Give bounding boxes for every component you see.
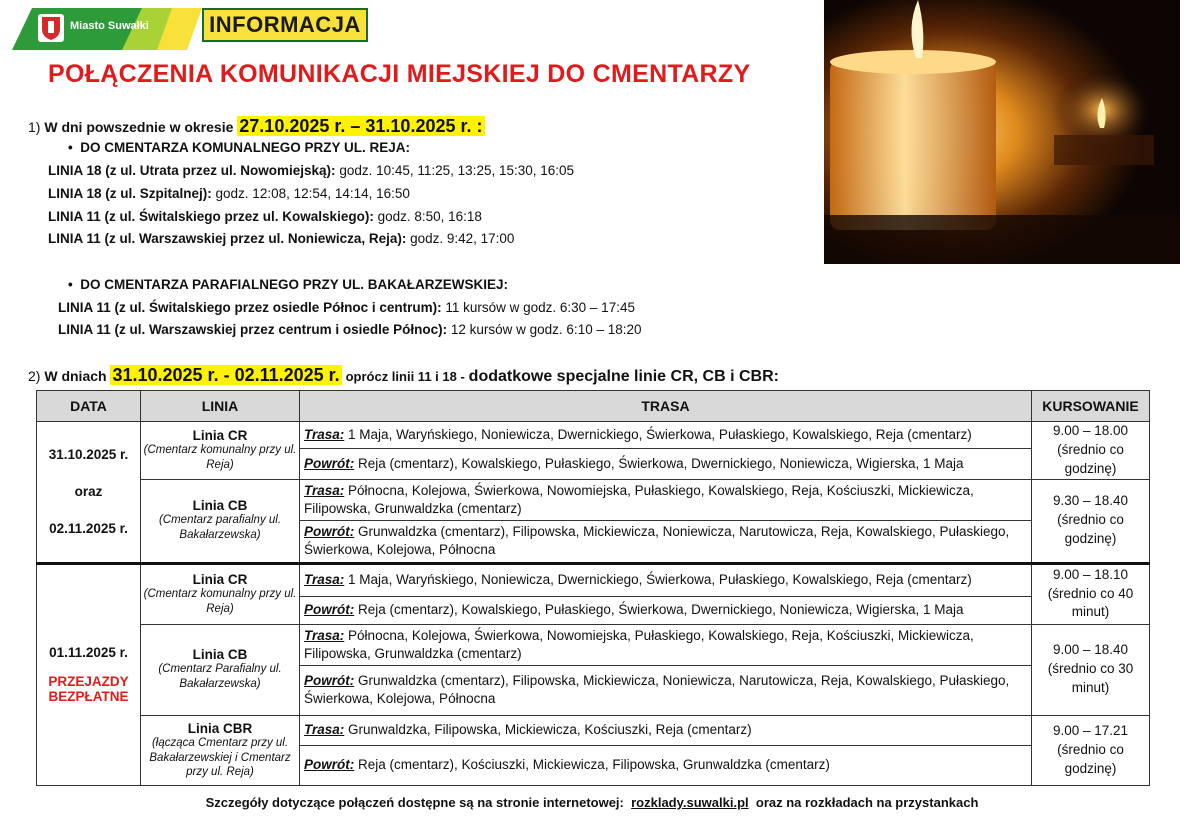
group2-heading-text: DO CMENTARZA PARAFIALNEGO PRZY UL. BAKAŁARZEWSKIEJ: [80,277,508,292]
section2-number: 2) [28,368,41,384]
table-row [37,479,1150,520]
return-label: Powrót: [304,601,355,617]
date-text: 02.11.2025 r. [49,521,128,537]
candle-photo [824,0,1180,264]
return-label: Powrót: [304,673,355,689]
footer [0,795,1184,810]
line-label: LINIA 11 (z ul. Świtalskiego przez ul. Kowalskiego): [48,209,374,224]
schedule-cell: 9.00 – 18.40 (średnio co 30 minut) [1032,624,1150,715]
line-name: Linia CR [192,427,248,443]
schedule-cell: 9.00 – 18.10 (średnio co 40 minut) [1032,563,1150,624]
return-label: Powrót: [304,455,355,471]
route-cell [300,596,1032,624]
line-cell [141,624,300,715]
table-header-row [37,391,1150,422]
route-text: Grunwaldzka (cmentarz), Filipowska, Mickiewicza, Noniewicza, Narutowicza, Reja, Kowalskiego, Pułaskiego, Świerkowa, Kolejowa, Północna [304,524,1010,558]
route-cell [300,665,1032,715]
route-text: Reja (cmentarz), Kościuszki, Mickiewicza, Filipowska, Grunwaldzka (cmentarz) [358,757,830,773]
header-data: DATA [37,391,141,422]
group2-heading [68,277,508,292]
bullet-icon: • [68,140,73,155]
page-title: POŁĄCZENIA KOMUNIKACJI MIEJSKIEJ DO CMENTARZY [48,60,751,88]
date-cell [37,422,141,564]
schedule-line [48,163,574,178]
line-label: LINIA 11 (z ul. Świtalskiego przez osiedle Północ i centrum): [58,300,442,315]
city-logo [12,6,202,50]
schedule-line [48,231,514,246]
line-cell [141,715,300,785]
return-label: Powrót: [304,757,355,773]
section1-period: 27.10.2025 r. – 31.10.2025 r. : [239,116,483,136]
section1-heading [28,116,485,137]
section1-intro: W dni powszednie w okresie [44,119,234,135]
route-cell [300,563,1032,596]
schedule-line [48,209,482,224]
table-row [37,624,1150,665]
route-text: 1 Maja, Waryńskiego, Noniewicza, Dwernickiego, Świerkowa, Pułaskiego, Kowalskiego, Reja (cmentarz) [348,426,972,442]
date-cell [37,563,141,785]
line-times: 12 kursów w godz. 6:10 – 18:20 [450,322,642,337]
date-text: 01.11.2025 r. [49,645,128,661]
line-times: godz. 10:45, 11:25, 13:25, 15:30, 16:05 [339,163,575,178]
table-row [37,563,1150,596]
free-ride-badge: PRZEJAZDY BEZPŁATNE [48,674,129,705]
route-cell [300,449,1032,479]
route-text: Grunwaldzka (cmentarz), Filipowska, Mickiewicza, Noniewicza, Narutowicza, Reja, Kowalskiego, Pułaskiego, Świerkowa, Kolejowa, Północna [304,673,1010,707]
footer-text: oraz na rozkładach na przystankach [755,795,979,810]
bullet-icon: • [68,277,73,292]
route-text: Reja (cmentarz), Kowalskiego, Pułaskiego, Świerkowa, Dwernickiego, Noniewicza, Wigierska, 1 Maja [358,601,964,617]
schedule-line [58,300,635,315]
section2-intro: W dniach [44,368,107,384]
line-name: Linia CR [192,571,248,587]
route-label: Trasa: [304,482,345,498]
table-row [37,715,1150,745]
line-label: LINIA 18 (z ul. Szpitalnej): [48,186,212,201]
line-name: Linia CB [192,647,248,663]
section2-mid: oprócz linii 11 i 18 - [345,369,465,384]
route-cell [300,521,1032,563]
schedule-table [36,390,1150,786]
line-cell [141,422,300,480]
route-cell [300,479,1032,520]
schedule-cell: 9.00 – 18.00 (średnio co godzinę) [1032,422,1150,480]
route-text: 1 Maja, Waryńskiego, Noniewicza, Dwernickiego, Świerkowa, Pułaskiego, Kowalskiego, Reja (cmentarz) [348,571,972,587]
line-times: godz. 9:42, 17:00 [410,231,515,246]
route-label: Trasa: [304,571,345,587]
return-label: Powrót: [304,524,355,540]
section2-heading [28,365,779,386]
line-name: Linia CB [192,498,248,514]
schedule-cell: 9.00 – 17.21 (średnio co godzinę) [1032,715,1150,785]
line-label: LINIA 11 (z ul. Warszawskiej przez ul. Noniewicza, Reja): [48,231,407,246]
schedule-line [58,322,642,337]
section1-number: 1) [28,119,41,135]
group1-heading-text: DO CMENTARZA KOMUNALNEGO PRZY UL. REJA: [80,140,410,155]
route-label: Trasa: [304,722,345,738]
route-cell [300,745,1032,785]
line-desc: (łącząca Cmentarz przy ul. Bakałarzewskiej i Cmentarz przy ul. Reja) [149,736,291,779]
line-cell [141,563,300,624]
schedule-cell: 9.30 – 18.40 (średnio co godzinę) [1032,479,1150,563]
logo-text: Miasto Suwałki [70,20,149,32]
line-desc: (Cmentarz komunalny przy ul. Reja) [143,587,297,615]
route-cell [300,422,1032,449]
info-badge: INFORMACJA [202,8,368,42]
line-desc: (Cmentarz komunalny przy ul. Reja) [143,443,297,471]
section2-tail: dodatkowe specjalne linie CR, CB i CBR: [468,368,779,385]
route-text: Północna, Kolejowa, Świerkowa, Nowomiejska, Pułaskiego, Kowalskiego, Reja, Kościuszki, Mickiewicza, Filipowska, Grunwaldzka (cmentarz) [304,482,974,516]
route-text: Reja (cmentarz), Kowalskiego, Pułaskiego, Świerkowa, Dwernickiego, Noniewicza, Wigierska, 1 Maja [358,455,964,471]
group1-heading [68,140,410,155]
line-label: LINIA 18 (z ul. Utrata przez ul. Nowomiejską): [48,163,336,178]
header-trasa: TRASA [300,391,1032,422]
line-name: Linia CBR [187,720,253,736]
table-row [37,422,1150,449]
date-text: 31.10.2025 r. [48,447,129,463]
header-kursowanie: KURSOWANIE [1032,391,1150,422]
date-oraz: oraz [74,484,103,500]
section2-period: 31.10.2025 r. - 02.11.2025 r. [112,365,340,385]
route-label: Trasa: [304,627,345,643]
line-label: LINIA 11 (z ul. Warszawskiej przez centrum i osiedle Północ): [58,322,448,337]
route-text: Północna, Kolejowa, Świerkowa, Nowomiejska, Pułaskiego, Kowalskiego, Reja, Kościuszki, Mickiewicza, Filipowska, Grunwaldzka (cmentarz) [304,627,974,661]
route-label: Trasa: [304,426,345,442]
schedule-line [48,186,410,201]
route-cell [300,715,1032,745]
line-desc: (Cmentarz parafialny ul. Bakałarzewska) [158,514,282,542]
line-times: godz. 12:08, 12:54, 14:14, 16:50 [215,186,410,201]
website-link[interactable]: rozklady.suwalki.pl [631,795,749,810]
route-cell [300,624,1032,665]
line-times: 11 kursów w godz. 6:30 – 17:45 [445,300,635,315]
line-cell [141,479,300,563]
line-desc: (Cmentarz Parafialny ul. Bakałarzewska) [158,663,282,691]
route-text: Grunwaldzka, Filipowska, Mickiewicza, Kościuszki, Reja (cmentarz) [348,722,752,738]
header-linia: LINIA [141,391,300,422]
footer-text: Szczegóły dotyczące połączeń dostępne są na stronie internetowej: [205,795,624,810]
line-times: godz. 8:50, 16:18 [377,209,482,224]
